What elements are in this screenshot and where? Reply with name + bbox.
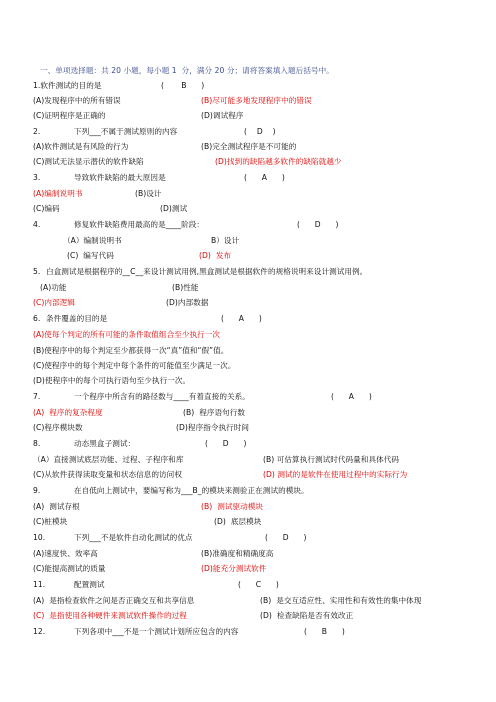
question-8-answer: ( D )	[205, 439, 247, 448]
question-1-stem: 1.软件测试的目的是	[33, 81, 102, 90]
option-b: (B) 测试驱动模块	[201, 502, 264, 511]
question-3-options-row-2	[33, 204, 188, 214]
question-7	[33, 392, 372, 402]
question-10	[33, 533, 307, 543]
option-d: (D)调试程序	[201, 111, 244, 120]
question-7-answer: ( A )	[331, 392, 372, 401]
question-8-options-row-2	[33, 470, 408, 480]
option-a: (A)发现程序中的所有错误	[33, 96, 121, 105]
question-6-answer: ( A )	[221, 314, 262, 323]
option-d: (D) 底层模块	[214, 517, 262, 526]
option-c: (C)程序模块数	[33, 423, 83, 432]
question-2-number: 2.	[33, 127, 41, 136]
option-a: （A）编制说明书	[63, 236, 122, 245]
option-b: (B)尽可能多地发现程序中的错误	[201, 96, 312, 105]
question-7-stem: 一个程序中所含有的路径数与____有着直接的关系。	[74, 392, 250, 401]
question-9-stem: 在自低向上测试中，要编写称为___B_的模块来测验正在测试的模块。	[74, 486, 309, 495]
option-b: (B) 是交互适应性、实用性和有效性的集中体现	[260, 596, 422, 605]
option-b: B）设计	[211, 236, 240, 245]
option-c: (C)内部逻辑	[33, 298, 75, 307]
option-b: (B)完全测试程序是不可能的	[201, 142, 297, 151]
option-b: (B)设计	[135, 189, 162, 198]
option-a: (A)功能	[40, 283, 67, 292]
section-header: 一、单项选择题：共 20 小题，每小题 1 分，满分 20 分；请将答案填入题后括号中。	[40, 66, 334, 75]
option-d: (D)能充分测试软件	[201, 564, 267, 573]
question-3-options-row-1	[33, 189, 162, 199]
question-7-options-row-1	[33, 408, 246, 418]
question-6-number: 6.	[33, 314, 41, 323]
question-5-stem: 白盒测试是根据程序的__C__来设计测试用例,黑盒测试是根据软件的规格说明来设计测试用例。	[46, 267, 368, 276]
question-12-number: 12.	[33, 627, 46, 636]
question-5-number: 5.	[33, 267, 41, 276]
question-8-number: 8.	[33, 439, 41, 448]
option-a: (A) 程序的复杂程度	[33, 408, 103, 417]
question-6-option-d: (D)使程序中的每个可执行语句至少执行一次。	[33, 376, 191, 385]
question-6	[33, 314, 262, 324]
question-11	[33, 580, 279, 590]
option-d: (D)程序指令执行时间	[176, 423, 250, 432]
question-7-options-row-2	[33, 423, 250, 433]
question-3	[33, 173, 285, 183]
option-a: (A) 是指检查软件之间是否正确交互和共享信息	[33, 596, 195, 605]
question-2-options-row-1	[33, 142, 297, 152]
question-5-options-row-2	[33, 298, 209, 308]
question-3-stem: 导致软件缺陷的最大原因是	[74, 173, 166, 182]
question-10-number: 10.	[33, 533, 46, 542]
question-9-options-row-2	[33, 517, 262, 527]
option-c: (C)证明程序是正确的	[33, 111, 106, 120]
option-c: (C)测试无法显示潜伏的软件缺陷	[33, 157, 144, 166]
question-4	[33, 220, 339, 230]
question-8-options-row-1	[33, 455, 400, 465]
question-12	[33, 627, 345, 637]
option-d: (D)找到的缺陷越多软件的缺陷就越少	[215, 157, 342, 166]
question-11-number: 11.	[33, 580, 46, 589]
option-c: (C)桩模块	[33, 517, 68, 526]
question-1-options-row-2	[33, 111, 244, 121]
question-6-option-a: (A)使每个判定的所有可能的条件取值组合至少执行一次	[33, 330, 221, 339]
question-12-answer: ( B )	[304, 627, 345, 636]
question-10-options-row-1	[33, 549, 274, 559]
question-2-answer: ( D )	[244, 127, 276, 136]
question-3-answer: ( A )	[244, 173, 285, 182]
option-a: (A)编制说明书	[33, 189, 83, 198]
question-9	[33, 486, 309, 496]
option-a: (A)软件测试是有风险的行为	[33, 142, 129, 151]
question-1-options-row-1	[33, 96, 312, 106]
question-8-stem: 动态黑盒子测试：	[74, 439, 136, 448]
question-4-number: 4.	[33, 220, 41, 229]
question-10-options-row-2	[33, 564, 267, 574]
question-6-stem: 条件覆盖的目的是	[46, 314, 108, 323]
option-b: (B) 可估算执行测试时代码量和具体代码	[263, 455, 400, 464]
option-a: (A)速度快、效率高	[33, 549, 98, 558]
question-11-options-row-2	[33, 611, 354, 621]
option-c: (C)从软件获得读取变量和状态信息的访问权	[33, 470, 182, 479]
option-a: (A) 测试存根	[33, 502, 80, 511]
option-b: (B)性能	[172, 283, 199, 292]
option-a: （A）直接测试底层功能、过程、子程序和库	[33, 455, 184, 464]
option-d: (D) 检查缺陷是否有效改正	[260, 611, 354, 620]
question-11-stem: 配置测试	[74, 580, 105, 589]
question-9-options-row-1	[33, 502, 264, 512]
question-2	[33, 127, 276, 137]
question-4-stem: 修复软件缺陷费用最高的是____阶段：	[74, 220, 205, 229]
question-11-answer: ( C )	[238, 580, 279, 589]
option-d: (D) 测试的是软件在使用过程中的实际行为	[263, 470, 408, 479]
option-b: (B)准确度和精确度高	[201, 549, 274, 558]
question-5	[33, 267, 368, 277]
question-2-options-row-2	[33, 157, 342, 167]
question-10-stem: 下列___不是软件自动化测试的优点	[74, 533, 193, 542]
question-11-options-row-1	[33, 596, 422, 606]
option-c: (C)编码	[33, 204, 60, 213]
question-1	[33, 81, 205, 91]
option-c: (C) 是指使用各种硬件来测试软件操作的过程	[33, 611, 187, 620]
question-9-number: 9.	[33, 486, 41, 495]
option-b: (B) 程序语句行数	[183, 408, 246, 417]
question-3-number: 3.	[33, 173, 41, 182]
question-1-answer: ( B )	[161, 81, 205, 90]
question-6-option-c: (C)使程序中的每个判定中每个条件的可能值至少满足一次。	[33, 361, 236, 370]
option-d: (D)测试	[160, 204, 188, 213]
option-c: (C)能提高测试的质量	[33, 564, 106, 573]
option-d: (D) 发布	[199, 251, 232, 260]
question-2-stem: 下列___不属于测试原则的内容	[74, 127, 178, 136]
option-c: (C) 编写代码	[67, 251, 114, 260]
question-8	[33, 439, 247, 449]
question-10-answer: ( D )	[265, 533, 307, 542]
question-7-number: 7.	[33, 392, 41, 401]
question-12-stem: 下列各项中___不是一个测试计划所应包含的内容	[74, 627, 239, 636]
option-d: (D)内部数据	[166, 298, 209, 307]
question-6-option-b: (B)使程序中的每个判定至少都获得一次“真”值和“假”值。	[33, 346, 229, 355]
question-4-answer: ( D )	[297, 220, 339, 229]
